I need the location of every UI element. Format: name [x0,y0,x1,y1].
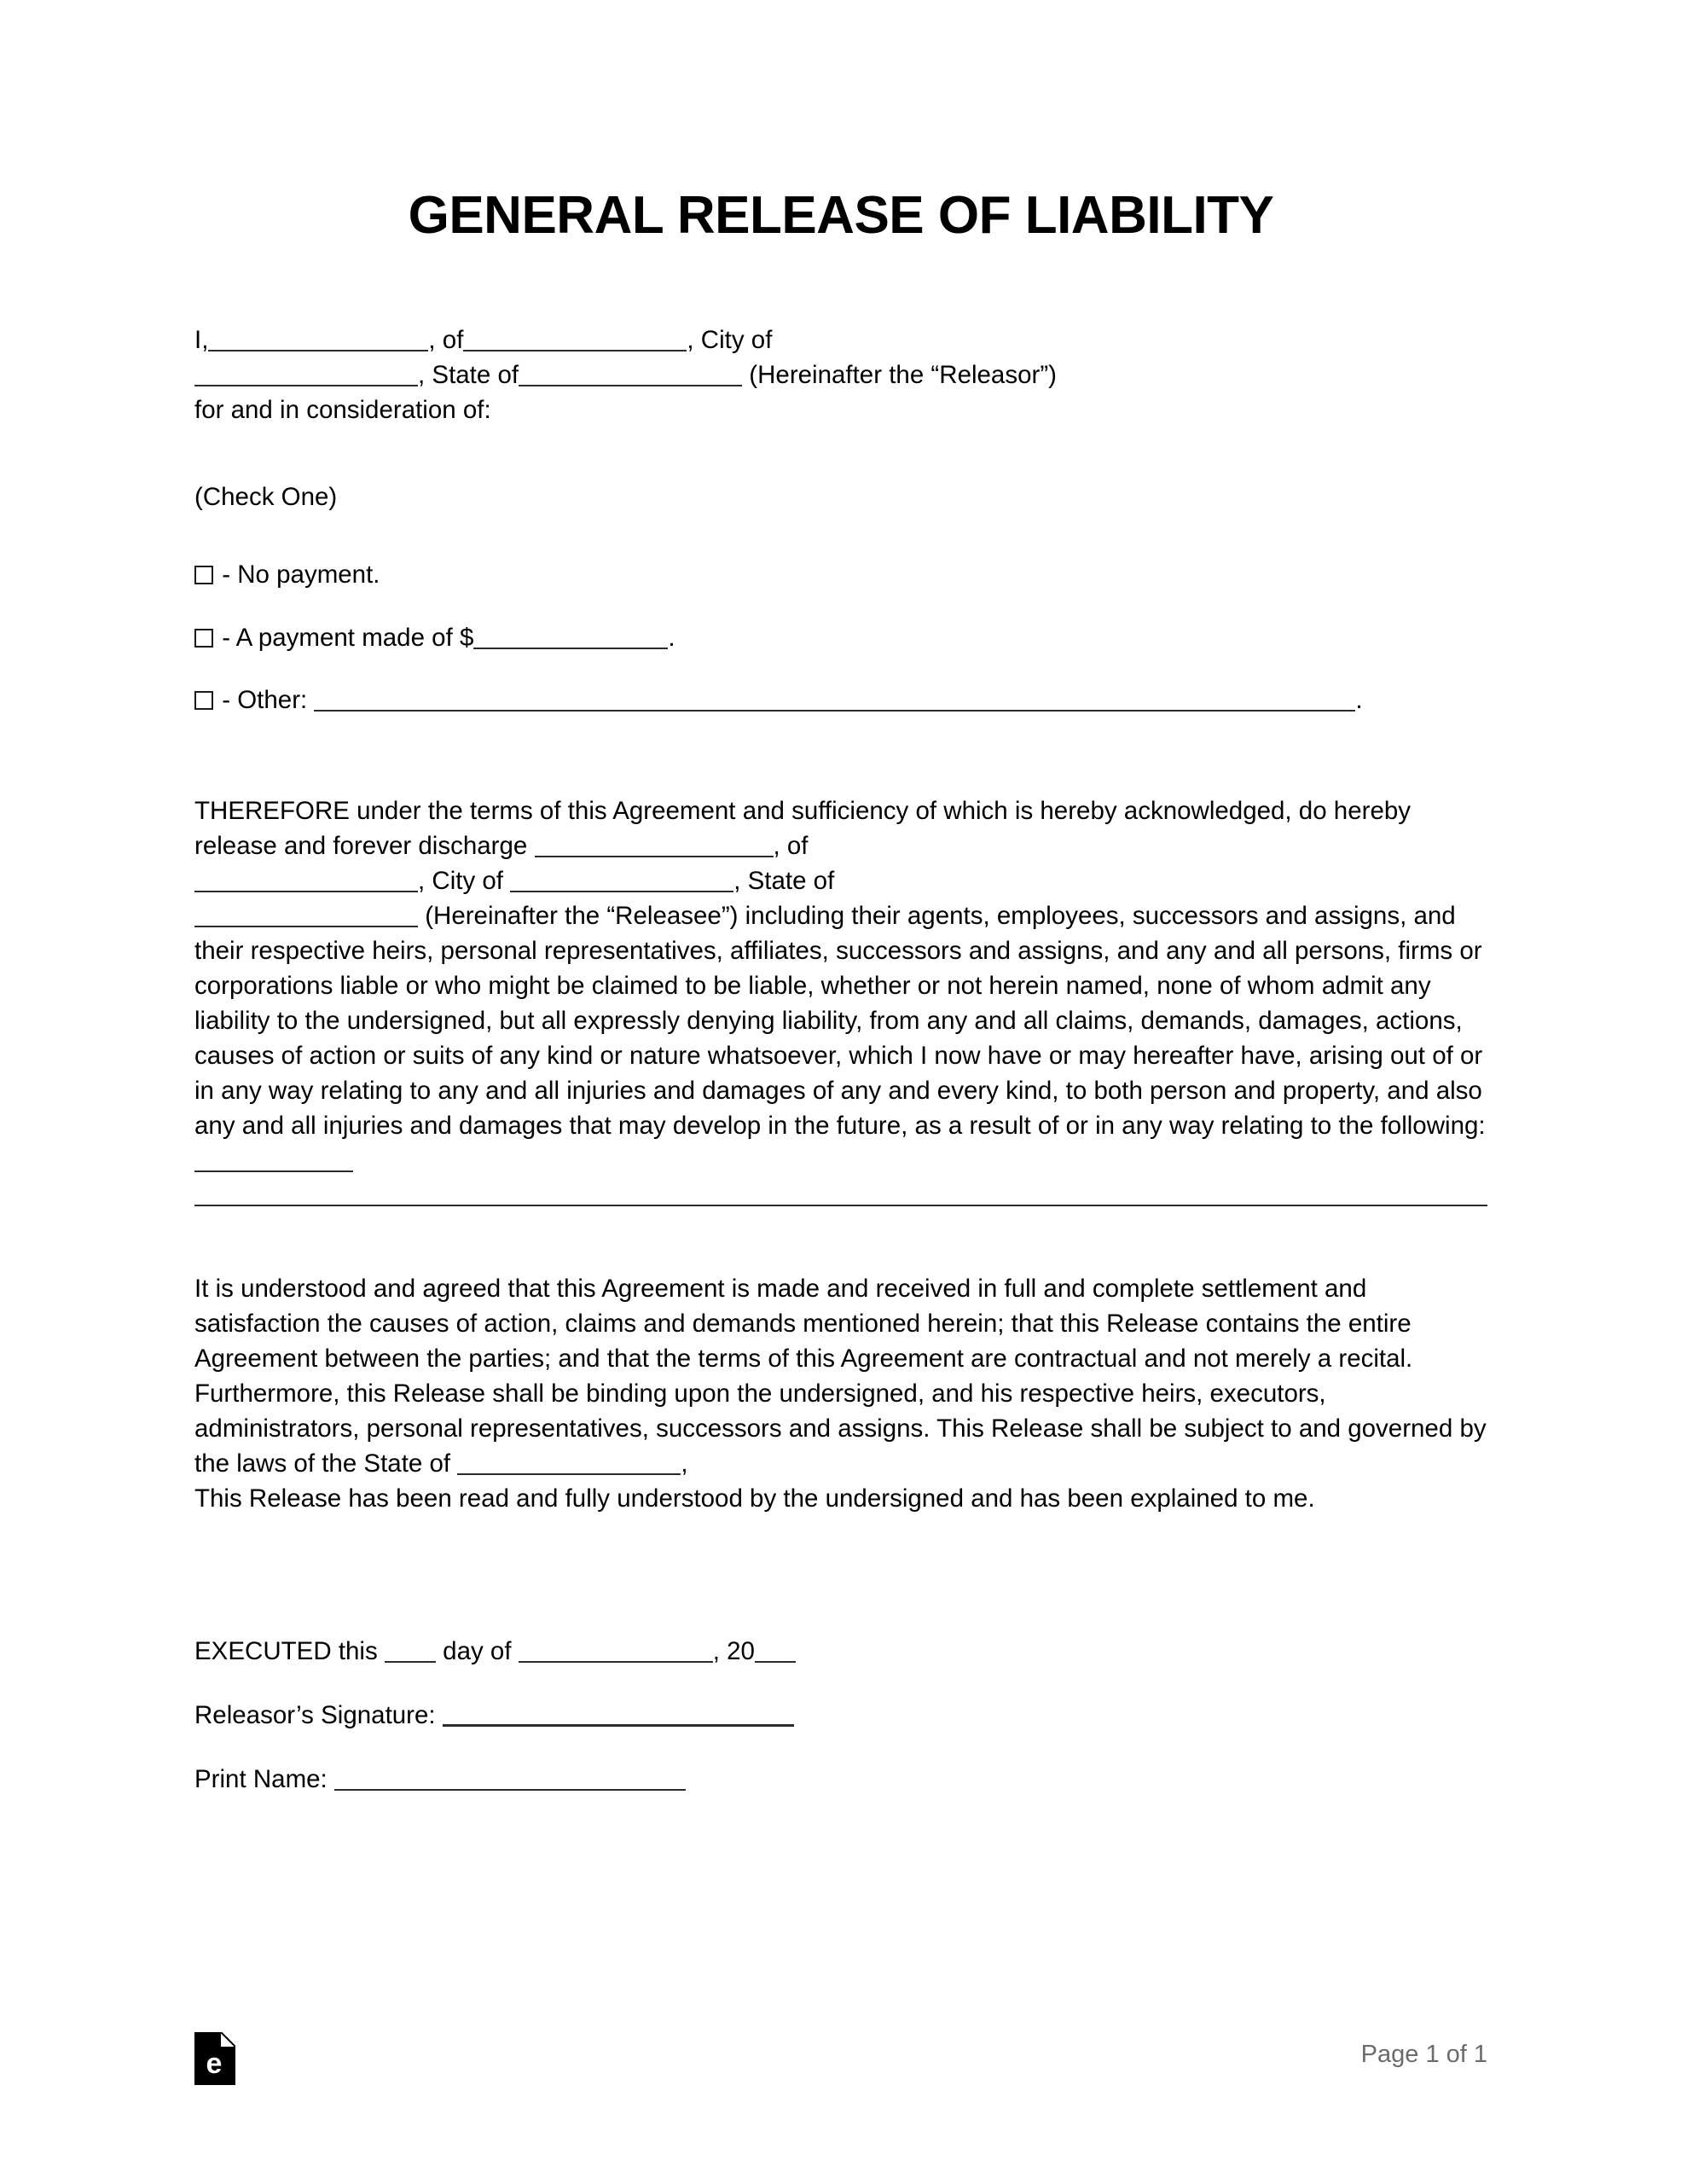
intro-line1-c: , City of [687,326,773,354]
option-suffix-1: . [668,624,675,652]
understanding-seg3: This Release has been read and fully understood by the undersigned and has been explained to me. [194,1484,1315,1513]
option-label-no-payment: No payment. [237,561,380,589]
execution-line [194,1634,1487,1669]
checkbox-other[interactable] [194,691,213,710]
execution-year-blank[interactable] [755,1642,796,1663]
signature-row [194,1698,1487,1733]
print-name-line [194,1762,1487,1797]
understanding-paragraph [194,1271,1487,1516]
checkbox-no-payment[interactable] [194,566,213,584]
understanding-seg1: It is understood and agreed that this Agreement is made and received in full and complete settlement and satisfaction the causes of action, claims and demands mentioned herein; that this Release contains the entire Agreement between the parties; and that the terms of this Agreement are contractual and not merely a recital. Furthermore, this Release shall be binding upon the undersigned, and his respective heirs, executors, administrators, personal representatives, successors and assigns. This Release shall be subject to and governed by the laws of the State of [194,1275,1487,1478]
releasor-name-blank[interactable] [208,331,428,351]
claims-description-blank-1[interactable] [194,1152,353,1172]
signature-label: Releasor’s Signature: [194,1701,436,1729]
option-no-payment[interactable] [194,557,1487,592]
executed-prefix: EXECUTED this [194,1637,378,1665]
executed-row [194,1634,1487,1669]
option-dash-1: - [222,624,231,652]
print-name-blank[interactable] [334,1770,686,1791]
releasee-state-blank[interactable] [194,907,418,927]
option-row [194,557,1487,592]
releasor-signature-blank[interactable] [443,1705,794,1727]
therefore-paragraph [194,793,1487,1206]
option-row [194,620,1487,655]
governing-state-blank[interactable] [457,1455,681,1475]
option-dash-0: - [222,561,231,589]
print-name-label: Print Name: [194,1765,328,1793]
option-other[interactable] [194,682,1487,717]
releasee-name-blank[interactable] [535,837,774,857]
therefore-seg5: (Hereinafter the “Releasee”) including their agents, employees, successors and assigns, and their respective heirs, personal representatives, affiliates, successors and assigns, and any and all persons, firms or corporations liable or who might be claimed to be liable, whether or not herein named, none of whom admit any liability to the undersigned, but all expressly denying liability, from any and all claims, demands, damages, actions, causes of action or suits of any kind or nature whatsoever, which I now have or may hereafter have, arising out of or in any way relating to any and all injuries and damages of any and every kind, to both person and property, and also any and all injuries and damages that may develop in the future, as a result of or in any way relating to the following: [194,902,1486,1140]
releasor-definition: (Hereinafter the “Releasor”) [749,361,1057,389]
intro-line2-a: , State of [418,361,519,389]
releasor-state-blank[interactable] [519,366,742,386]
page-title: GENERAL RELEASE OF LIABILITY [408,185,1274,245]
releasee-address-blank[interactable] [194,872,418,892]
therefore-seg3: , City of [418,867,503,895]
option-label-other: Other: [237,686,308,714]
intro-line1-b: , of [428,326,464,354]
option-suffix-2: . [1355,686,1363,714]
therefore-seg1: THEREFORE under the terms of this Agreement and sufficiency of which is hereby acknowledged, do hereby release and forever discharge [194,797,1412,860]
therefore-text [194,793,1487,1178]
therefore-seg2: , of [773,832,809,860]
executed-mid: day of [443,1637,512,1665]
option-a-payment[interactable] [194,620,1487,655]
checkbox-a-payment[interactable] [194,629,213,648]
therefore-seg4: , State of [733,867,835,895]
svg-text:e: e [206,2048,223,2080]
executed-year-prefix: , 20 [712,1637,755,1665]
understanding-seg2: , [681,1449,688,1478]
page-number: Page 1 of 1 [1360,2041,1487,2068]
check-one-label: (Check One) [194,483,338,511]
releasor-city-blank[interactable] [194,366,418,386]
execution-month-blank[interactable] [519,1642,713,1663]
intro-line1-a: I, [194,326,209,354]
option-label-a-payment: A payment made of $ [235,624,474,652]
intro-paragraph [194,322,1487,427]
signature-line [194,1698,1487,1733]
other-description-blank[interactable] [314,691,1355,712]
intro-text [194,322,1487,427]
option-dash-2: - [222,686,231,714]
option-row [194,682,1487,717]
claims-description-blank-2[interactable] [194,1205,1487,1206]
payment-amount-blank[interactable] [473,629,668,649]
execution-day-blank[interactable] [385,1642,436,1663]
eforms-logo [194,2032,235,2085]
releasee-city-blank[interactable] [510,872,733,892]
check-instruction-line [194,479,1487,514]
understanding-text [194,1271,1487,1516]
print-name-row [194,1762,1487,1797]
intro-line3: for and in consideration of: [194,396,491,424]
releasor-address-blank[interactable] [463,331,687,351]
